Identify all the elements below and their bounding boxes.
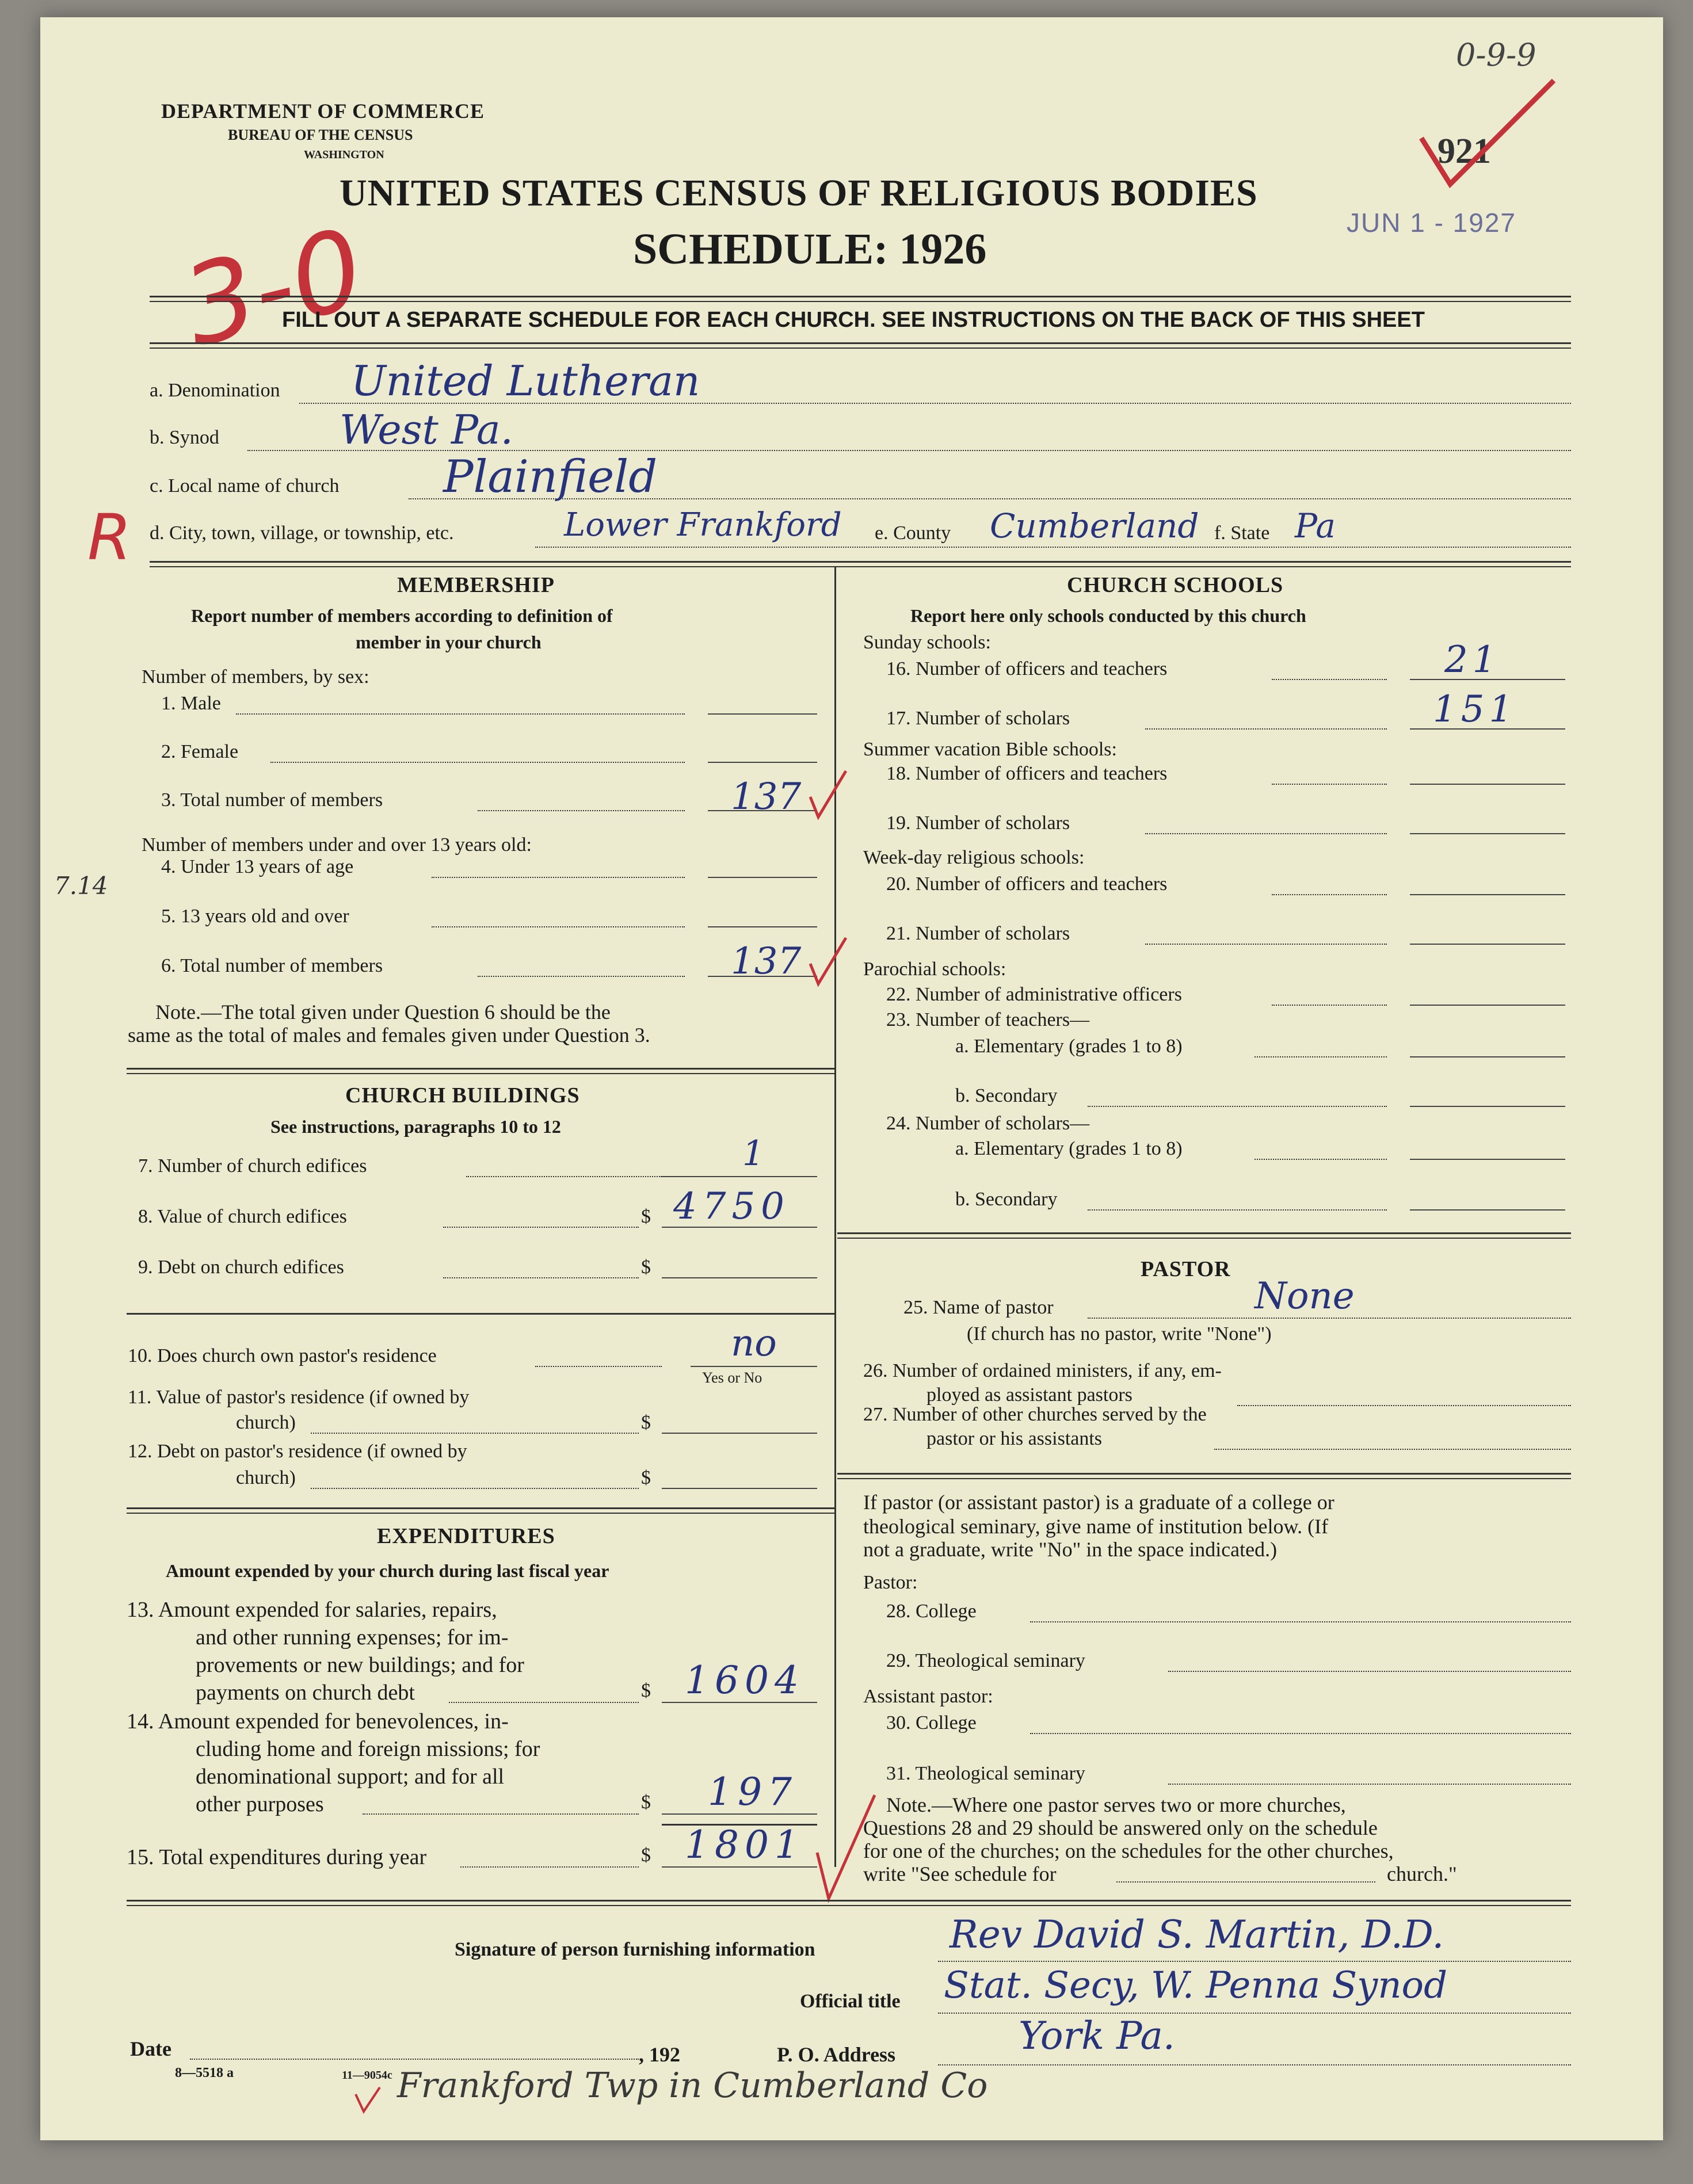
q24a-answer-line — [1410, 1159, 1565, 1160]
q27-label-2: pastor or his assistants — [926, 1428, 1103, 1449]
q13-label-3: provements or new buildings; and for — [196, 1653, 524, 1677]
q23a-answer-line — [1410, 1056, 1565, 1057]
q7-label: 7. Number of church edifices — [138, 1155, 367, 1177]
dots — [478, 976, 685, 977]
buildings-heading: CHURCH BUILDINGS — [345, 1083, 580, 1108]
q12-answer-line — [662, 1488, 817, 1489]
dots — [1272, 784, 1387, 785]
dollar-sign: $ — [641, 1792, 651, 1813]
red-check-icon — [351, 2083, 386, 2117]
census-schedule-sheet — [40, 17, 1663, 2140]
q13-value: 1604 — [685, 1658, 804, 1702]
yes-no-hint: Yes or No — [702, 1369, 762, 1386]
q14-label-4: other purposes — [196, 1792, 324, 1816]
dots — [466, 1176, 662, 1177]
dots — [311, 1433, 639, 1434]
dots — [1168, 1784, 1571, 1785]
dots — [270, 762, 685, 763]
q24b-label: b. Secondary — [955, 1189, 1058, 1210]
dots — [1168, 1671, 1571, 1672]
q16-label: 16. Number of officers and teachers — [886, 658, 1168, 679]
q28-label: 28. College — [886, 1601, 977, 1622]
pastor-section-label: Pastor: — [863, 1572, 918, 1593]
dots — [1145, 728, 1387, 730]
dots — [460, 1866, 639, 1868]
pastor-heading: PASTOR — [1141, 1257, 1231, 1281]
q13-label: 13. Amount expended for salaries, repairs, — [127, 1598, 497, 1622]
q2-label: 2. Female — [161, 741, 239, 762]
dots — [1116, 1881, 1375, 1883]
q8-value: 4750 — [673, 1185, 790, 1228]
q14-label: 14. Amount expended for benevolences, in- — [127, 1709, 509, 1734]
q14-value: 197 — [708, 1770, 798, 1814]
by-age-label: Number of members under and over 13 years old: — [142, 834, 532, 856]
state-label: f. State — [1214, 522, 1270, 544]
signature-value: Rev David S. Martin, D.D. — [950, 1912, 1444, 1957]
q24b-answer-line — [1410, 1209, 1565, 1211]
q13-label-2: and other running expenses; for im- — [196, 1625, 509, 1650]
graduate-instruction: If pastor (or assistant pastor) is a graduate of a college or — [863, 1491, 1334, 1514]
q1-answer-line — [708, 713, 817, 715]
q17-label: 17. Number of scholars — [886, 708, 1070, 729]
column-divider — [834, 567, 836, 1867]
synod-value: West Pa. — [340, 406, 513, 453]
dollar-sign: $ — [641, 1467, 651, 1488]
q26-label-2: ployed as assistant pastors — [926, 1384, 1133, 1406]
church-name-value: Plainfield — [443, 451, 658, 503]
q5-answer-line — [708, 926, 817, 927]
q27-label: 27. Number of other churches served by the — [863, 1404, 1207, 1425]
q4-label: 4. Under 13 years of age — [161, 856, 354, 877]
red-check-icon — [1416, 69, 1565, 201]
q14-label-3: denominational support; and for all — [196, 1765, 505, 1789]
q12-label-2: church) — [236, 1467, 296, 1488]
po-address-value: York Pa. — [1019, 2014, 1175, 2058]
q23b-answer-line — [1410, 1106, 1565, 1107]
q10-answer-line — [691, 1366, 817, 1367]
q24a-label: a. Elementary (grades 1 to 8) — [955, 1138, 1183, 1159]
footer-note: Frankford Twp in Cumberland Co — [397, 2065, 988, 2106]
graduate-instruction-2: theological seminary, give name of institution below. (If — [863, 1515, 1329, 1538]
divider — [150, 342, 1571, 349]
q5-label: 5. 13 years old and over — [161, 906, 349, 927]
assistant-section-label: Assistant pastor: — [863, 1686, 993, 1707]
q25-note: (If church has no pastor, write "None") — [967, 1323, 1272, 1345]
schools-heading: CHURCH SCHOOLS — [1067, 573, 1284, 597]
expenditures-subtitle: Amount expended by your church during last fiscal year — [166, 1560, 609, 1581]
q24-label: 24. Number of scholars— — [886, 1113, 1090, 1134]
dots — [1214, 1449, 1571, 1450]
buildings-subtitle: See instructions, paragraphs 10 to 12 — [270, 1116, 561, 1137]
official-title-value: Stat. Secy, W. Penna Synod — [944, 1964, 1448, 2007]
q20-answer-line — [1410, 894, 1565, 895]
q18-answer-line — [1410, 784, 1565, 785]
dots — [1272, 679, 1387, 680]
city-value: Lower Frankford — [564, 506, 842, 544]
church-name-label: c. Local name of church — [150, 475, 340, 497]
q22-answer-line — [1410, 1005, 1565, 1006]
q31-label: 31. Theological seminary — [886, 1763, 1085, 1784]
divider — [837, 1473, 1571, 1479]
q19-answer-line — [1410, 833, 1565, 834]
q1-label: 1. Male — [161, 693, 221, 714]
q21-label: 21. Number of scholars — [886, 923, 1070, 944]
q11-label: 11. Value of pastor's residence (if owned by — [128, 1387, 470, 1408]
denomination-label: a. Denomination — [150, 380, 280, 401]
dots — [449, 1702, 639, 1703]
q23a-label: a. Elementary (grades 1 to 8) — [955, 1036, 1183, 1057]
print-number: 11—9054c — [342, 2069, 392, 2082]
q3-value: 137 — [731, 776, 802, 818]
dots — [432, 926, 685, 927]
dots — [443, 1277, 639, 1278]
q9-label: 9. Debt on church edifices — [138, 1257, 344, 1278]
q6-value: 137 — [731, 940, 802, 983]
membership-subtitle: Report number of members according to definition of — [191, 605, 613, 626]
q15-label: 15. Total expenditures during year — [127, 1845, 427, 1869]
dots — [938, 1961, 1571, 1962]
q7-answer-line — [662, 1176, 817, 1177]
corner-code: 0-9-9 — [1456, 37, 1536, 73]
q6-label: 6. Total number of members — [161, 955, 383, 976]
q15-value: 1801 — [685, 1823, 804, 1867]
membership-note: Note.—The total given under Question 6 should be the — [155, 1001, 611, 1024]
signature-label: Signature of person furnishing information — [455, 1939, 815, 1960]
city-county-state-line — [535, 547, 1571, 548]
dollar-sign: $ — [641, 1680, 651, 1701]
pastor-note-4: write "See schedule for — [863, 1862, 1057, 1885]
dots — [363, 1813, 639, 1815]
dots — [236, 713, 685, 715]
dots — [478, 810, 685, 811]
form-number: 8—5518 a — [175, 2065, 234, 2080]
dots — [1255, 1159, 1387, 1160]
red-check-icon — [806, 765, 852, 823]
divider — [150, 296, 1571, 302]
dots — [938, 2064, 1571, 2065]
city-label: d. City, town, village, or township, etc. — [150, 522, 454, 544]
membership-heading: MEMBERSHIP — [397, 573, 555, 597]
dots — [1088, 1318, 1571, 1319]
divider — [127, 1068, 834, 1074]
dots — [432, 877, 685, 878]
q14-label-2: cluding home and foreign missions; for — [196, 1737, 540, 1761]
denomination-value: United Lutheran — [351, 357, 700, 405]
date-label: Date — [130, 2037, 171, 2060]
dollar-sign: $ — [641, 1206, 651, 1227]
dots — [1145, 833, 1387, 834]
county-value: Cumberland — [990, 506, 1199, 545]
divider — [127, 1507, 834, 1514]
dots — [1237, 1405, 1571, 1406]
dots — [1088, 1106, 1387, 1107]
q11-label-2: church) — [236, 1412, 296, 1433]
schedule-title: SCHEDULE: 1926 — [633, 225, 987, 273]
q19-label: 19. Number of scholars — [886, 812, 1070, 834]
county-label: e. County — [875, 522, 951, 544]
q25-value: None — [1255, 1275, 1355, 1318]
q9-answer-line — [662, 1277, 817, 1278]
q10-value: no — [731, 1322, 777, 1365]
q16-value: 21 — [1444, 639, 1501, 681]
bureau-city: WASHINGTON — [304, 148, 384, 161]
q12-label: 12. Debt on pastor's residence (if owned by — [128, 1441, 467, 1462]
divider — [127, 1313, 834, 1315]
dots — [311, 1488, 639, 1489]
dots — [190, 2059, 639, 2060]
dots — [535, 1366, 662, 1367]
dots — [1272, 894, 1387, 895]
dots — [1030, 1733, 1571, 1734]
synod-label: b. Synod — [150, 427, 219, 448]
parochial-schools-label: Parochial schools: — [863, 959, 1006, 980]
pastor-note-2: Questions 28 and 29 should be answered only on the schedule — [863, 1816, 1378, 1839]
q7-value: 1 — [742, 1133, 765, 1174]
form-title: UNITED STATES CENSUS OF RELIGIOUS BODIES — [340, 172, 1258, 214]
red-check-icon — [806, 932, 852, 990]
q26-label: 26. Number of ordained ministers, if any, em- — [863, 1360, 1222, 1381]
q10-label: 10. Does church own pastor's residence — [128, 1345, 437, 1366]
instruction-line: FILL OUT A SEPARATE SCHEDULE FOR EACH CHURCH. SEE INSTRUCTIONS ON THE BACK OF THIS SHEET — [282, 308, 1425, 332]
schools-subtitle: Report here only schools conducted by this church — [910, 605, 1306, 626]
membership-subtitle-2: member in your church — [356, 632, 542, 652]
dots — [1145, 944, 1387, 945]
weekday-schools-label: Week-day religious schools: — [863, 847, 1085, 868]
dollar-sign: $ — [641, 1412, 651, 1433]
graduate-instruction-3: not a graduate, write "No" in the space indicated.) — [863, 1538, 1278, 1561]
membership-note-2: same as the total of males and females given under Question 3. — [128, 1024, 650, 1047]
q25-label: 25. Name of pastor — [903, 1297, 1054, 1318]
dots — [443, 1227, 639, 1228]
q23b-label: b. Secondary — [955, 1085, 1058, 1106]
date-year: , 192 — [639, 2043, 680, 2066]
q30-label: 30. College — [886, 1712, 977, 1734]
dots — [1088, 1209, 1387, 1211]
q17-value: 151 — [1433, 688, 1517, 731]
dollar-sign: $ — [641, 1845, 651, 1866]
q21-answer-line — [1410, 944, 1565, 945]
by-sex-label: Number of members, by sex: — [142, 666, 369, 688]
q2-answer-line — [708, 762, 817, 763]
dots — [1272, 1005, 1387, 1006]
red-r-mark: R — [87, 501, 132, 574]
q20-label: 20. Number of officers and teachers — [886, 873, 1168, 895]
bureau-name: BUREAU OF THE CENSUS — [228, 127, 413, 143]
q23-label: 23. Number of teachers— — [886, 1009, 1090, 1030]
schedule-number: 921 — [1437, 132, 1491, 171]
divider — [837, 1232, 1571, 1239]
pastor-note-3: for one of the churches; on the schedules for the other churches, — [863, 1839, 1394, 1862]
q22-label: 22. Number of administrative officers — [886, 984, 1182, 1005]
q4-answer-line — [708, 877, 817, 878]
expenditures-heading: EXPENDITURES — [377, 1524, 555, 1548]
q29-label: 29. Theological seminary — [886, 1650, 1085, 1671]
received-date-stamp: JUN 1 - 1927 — [1347, 208, 1517, 238]
red-category-mark: 3-0 — [171, 204, 376, 372]
official-title-label: Official title — [800, 1991, 901, 2012]
po-address-label: P. O. Address — [777, 2043, 896, 2066]
department-name: DEPARTMENT OF COMMERCE — [161, 100, 485, 123]
q13-label-4: payments on church debt — [196, 1681, 415, 1705]
dots — [1255, 1056, 1387, 1057]
dollar-sign: $ — [641, 1257, 651, 1278]
divider — [150, 561, 1571, 567]
q3-label: 3. Total number of members — [161, 789, 383, 811]
pastor-note: Note.—Where one pastor serves two or more churches, — [886, 1793, 1346, 1816]
q11-answer-line — [662, 1433, 817, 1434]
summer-schools-label: Summer vacation Bible schools: — [863, 739, 1117, 760]
sunday-schools-label: Sunday schools: — [863, 632, 991, 653]
dots — [1030, 1621, 1571, 1622]
state-value: Pa — [1295, 506, 1336, 545]
q18-label: 18. Number of officers and teachers — [886, 763, 1168, 784]
divider — [127, 1900, 1571, 1906]
pastor-note-4b: church." — [1387, 1862, 1457, 1885]
margin-note: 7.14 — [54, 872, 108, 900]
q8-label: 8. Value of church edifices — [138, 1206, 347, 1227]
